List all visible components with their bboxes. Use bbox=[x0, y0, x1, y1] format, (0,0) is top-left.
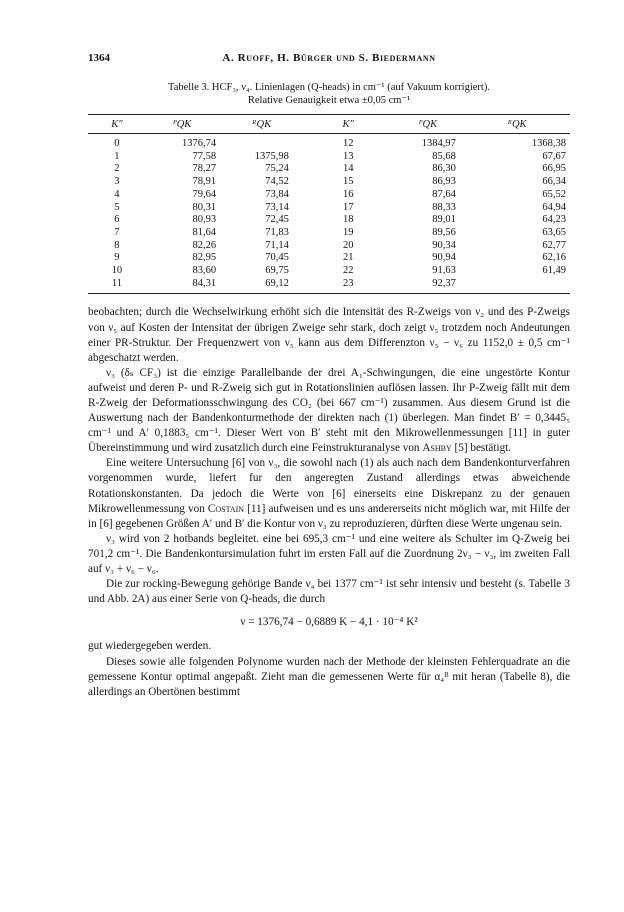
table-cell: 63,65 bbox=[542, 226, 566, 238]
paragraph: beobachten; durch die Wechselwirkung erhöht sich die Intensität des R-Zweigs von ν₂ und des P-Zweigs von ν₅ auf Kosten der Intensitat der übrigen Zweige sehr stark, doch zeigt ν₅ trotzdem noch Andeutungen einer PR-Struktur. Der Frequenzwert von ν₅ kann aus dem Differenzton ν₅ − ν₆ zu 1152,0 ± 0,5 cm⁻¹ abgeschatzt werden. bbox=[88, 306, 570, 364]
running-header bbox=[88, 52, 570, 68]
table-cell: 64,94 bbox=[542, 201, 566, 213]
table-row bbox=[88, 134, 570, 151]
author-name: Ashby bbox=[422, 442, 452, 455]
table-cell: 87,64 bbox=[432, 188, 456, 200]
table-row bbox=[88, 176, 570, 189]
table-cell: 89,56 bbox=[432, 226, 456, 238]
table-cell: 83,60 bbox=[192, 265, 217, 277]
table-caption-line-2: Relative Genauigkeit etwa ±0,05 cm⁻¹ bbox=[247, 95, 411, 106]
table-cell: 80,93 bbox=[192, 214, 217, 226]
table-cell: 66,34 bbox=[542, 176, 566, 188]
table-cell: 72,45 bbox=[265, 214, 289, 226]
table-cell: 4 bbox=[114, 188, 120, 200]
table-cell: 1368,38 bbox=[531, 138, 566, 149]
table-cell: 79,64 bbox=[192, 188, 217, 200]
table-cell: 65,52 bbox=[542, 188, 566, 200]
table-cell: 64,23 bbox=[542, 214, 566, 226]
table-cell: 62,77 bbox=[542, 239, 566, 251]
table-cell bbox=[218, 134, 305, 151]
table-cell: 9 bbox=[114, 252, 120, 264]
table-cell: 1375,98 bbox=[254, 150, 289, 162]
table-cell: 84,31 bbox=[146, 278, 218, 294]
equation: ν = 1376,74 − 0,6889 K − 4,1 · 10⁻⁴ K² bbox=[240, 616, 418, 629]
table-cell: 69,12 bbox=[218, 278, 305, 294]
table-cell: 78,27 bbox=[192, 163, 217, 175]
table-caption-line-1: Tabelle 3. HCF₃, ν₄. Linienlagen (Q-heads) in cm⁻¹ (auf Vakuum korrigiert). bbox=[168, 82, 490, 93]
table-row bbox=[88, 189, 570, 202]
table-cell: 6 bbox=[114, 214, 120, 226]
table-cell: 18 bbox=[343, 214, 354, 226]
table-row bbox=[88, 151, 570, 164]
line-positions-table bbox=[88, 114, 570, 294]
table-cell: 20 bbox=[343, 239, 354, 251]
table-cell: 85,68 bbox=[432, 150, 456, 162]
table-row bbox=[88, 265, 570, 278]
table-row bbox=[88, 252, 570, 265]
table-cell: 1 bbox=[114, 150, 120, 162]
table-row bbox=[88, 240, 570, 253]
table-cell: 13 bbox=[343, 150, 354, 162]
table-cell: 80,31 bbox=[192, 201, 217, 213]
table-cell: 10 bbox=[111, 265, 123, 277]
table-cell: 14 bbox=[343, 163, 354, 175]
table-cell: 75,24 bbox=[265, 163, 289, 175]
table-cell: 82,26 bbox=[192, 239, 217, 251]
table-row bbox=[88, 202, 570, 215]
paragraph: ν₃ wird von 2 hotbands begleitet. eine bei 695,3 cm⁻¹ und eine weitere als Schulter im Q-Zweig bei 701,2 cm⁻¹. Die Bandenkontursimulation fuhrt im ersten Fall auf die Zuordnung 2ν₃ − ν₃, im zweiten Fall auf ν₃ + ν₆ − ν₆. bbox=[88, 532, 570, 576]
paragraph-text: ν₃ (δₛ CF₃) ist die einzige Parallelbande der drei A₁-Schwingungen, die eine ungestörte Kontur aufweist und deren P- und R-Zweig sich gut in Rotationslinien auflösen lassen. Ihr P-Zweig fällt mit dem R-Zweig der Deformationsschwingung des CO₂ (bei 667 cm⁻¹) zusammen. Aus diesem Grund ist die Auswertung nach der Bandenkonturmethode der direkten nach (1) überlegen. Man findet B′ = 0,3445₅ cm⁻¹ und A′ 0,1883₅ cm⁻¹. Dieser Wert von B′ steht mit den Mikrowellenmessungen [11] in guter Übereinstimmung und wird zusatzlich durch eine Feinstrukturanalyse von bbox=[88, 366, 570, 455]
table-cell: 77,58 bbox=[192, 150, 217, 162]
table-row bbox=[88, 214, 570, 227]
table-cell: 23 bbox=[305, 278, 392, 294]
table-cell bbox=[464, 278, 570, 294]
paragraph: Die zur rocking-Bewegung gehörige Bande ν₄ bei 1377 cm⁻¹ ist sehr intensiv und besteht (s. Tabelle 3 und Abb. 2A) aus einer Serie von Q-heads, die durch bbox=[88, 578, 570, 606]
table-cell: 17 bbox=[343, 201, 354, 213]
table-header-row bbox=[88, 115, 570, 134]
table-cell: 1376,74 bbox=[182, 138, 217, 149]
table-cell: 7 bbox=[114, 226, 120, 238]
table-cell: 90,94 bbox=[432, 252, 456, 264]
table-cell: 71,14 bbox=[265, 239, 289, 251]
table-cell: 11 bbox=[88, 278, 146, 294]
table-cell: 3 bbox=[114, 176, 120, 188]
table-cell: 70,45 bbox=[265, 252, 289, 264]
table-cell: 71,83 bbox=[265, 226, 289, 238]
page-number: 1364 bbox=[88, 52, 110, 64]
table-cell: 86,30 bbox=[432, 163, 456, 175]
table-cell: 74,52 bbox=[265, 176, 289, 188]
table-cell: 92,37 bbox=[392, 278, 464, 294]
paragraph-text: Eine weitere Untersuchung [6] von ν₃, die sowohl nach (1) als auch nach dem Bandenkonturverfahren vorgenommen wurde, liefert fur den angeregten Zustand allerdings etwas abweichende Rotationskonstanten. Da jedoch die Werte von [6] einerseits eine Diskrepanz zu der genauen Mikrowellenmessung von bbox=[88, 457, 570, 515]
table-cell: 12 bbox=[343, 138, 354, 149]
paragraph: gut wiedergegeben werden. bbox=[88, 640, 212, 653]
table-cell: 69,75 bbox=[265, 265, 289, 277]
paragraph bbox=[88, 456, 570, 531]
table-row bbox=[88, 163, 570, 176]
table-cell: 62,16 bbox=[542, 252, 566, 264]
table-cell: 5 bbox=[114, 201, 120, 213]
running-authors: A. Ruoff, H. Bürger und S. Biedermann bbox=[222, 52, 436, 64]
author-name: Costain bbox=[207, 502, 245, 515]
table-cell: 91,63 bbox=[432, 265, 456, 277]
table-cell: 88,33 bbox=[432, 201, 456, 213]
table-cell: 1384,97 bbox=[421, 138, 456, 149]
col-header-k-2: K″ bbox=[305, 115, 392, 134]
table-cell: 78,91 bbox=[192, 176, 217, 188]
table-row bbox=[88, 278, 570, 294]
paragraph: Dieses sowie alle folgenden Polynome wurden nach der Methode der kleinsten Fehlerquadrate an die gemessene Kontur optimal angepaßt. Zieht man die gemessenen Werte für α₄ᴮ mit heran (Tabelle 8), die allerdings an Obertönen bestimmt bbox=[88, 655, 570, 698]
table-cell: 16 bbox=[343, 188, 354, 200]
table-cell: 73,84 bbox=[265, 188, 289, 200]
paragraph bbox=[88, 366, 570, 457]
table-cell: 82,95 bbox=[192, 252, 217, 264]
page bbox=[88, 52, 570, 700]
col-header-pqk-2: ᴾQK bbox=[392, 115, 464, 134]
table-cell: 15 bbox=[343, 176, 354, 188]
paragraph-text: [5] bestätigt. bbox=[454, 442, 512, 455]
table-cell: 81,64 bbox=[192, 226, 217, 238]
table-cell: 90,34 bbox=[432, 239, 456, 251]
table-cell: 21 bbox=[343, 252, 354, 264]
table-cell: 66,95 bbox=[542, 163, 566, 175]
table-cell: 89,01 bbox=[432, 214, 456, 226]
paragraph-text: [11] aufweisen und es uns andererseits nicht möglich war, mit Hilfe der in [6] gegebenen Größen A′ und B′ die Kontur von ν₃ zu reproduzieren, dürften diese Werte ungenau sein. bbox=[88, 502, 571, 530]
col-header-rqk-2: ᴿQK bbox=[464, 115, 570, 134]
table-cell: 22 bbox=[343, 265, 354, 277]
body-text bbox=[88, 305, 570, 699]
table-caption bbox=[88, 81, 570, 107]
table-cell: 2 bbox=[114, 163, 120, 175]
table-cell: 8 bbox=[114, 239, 120, 251]
table-row bbox=[88, 227, 570, 240]
table-cell: 86,93 bbox=[432, 176, 456, 188]
col-header-rqk: ᴿQK bbox=[218, 115, 305, 134]
table-cell: 73,14 bbox=[265, 201, 289, 213]
table-cell: 61,49 bbox=[542, 265, 566, 277]
col-header-k: K″ bbox=[88, 115, 146, 134]
table-cell: 67,67 bbox=[542, 150, 566, 162]
table-cell: 19 bbox=[343, 226, 354, 238]
table-cell: 0 bbox=[114, 138, 120, 149]
col-header-pqk: ᴾQK bbox=[146, 115, 218, 134]
